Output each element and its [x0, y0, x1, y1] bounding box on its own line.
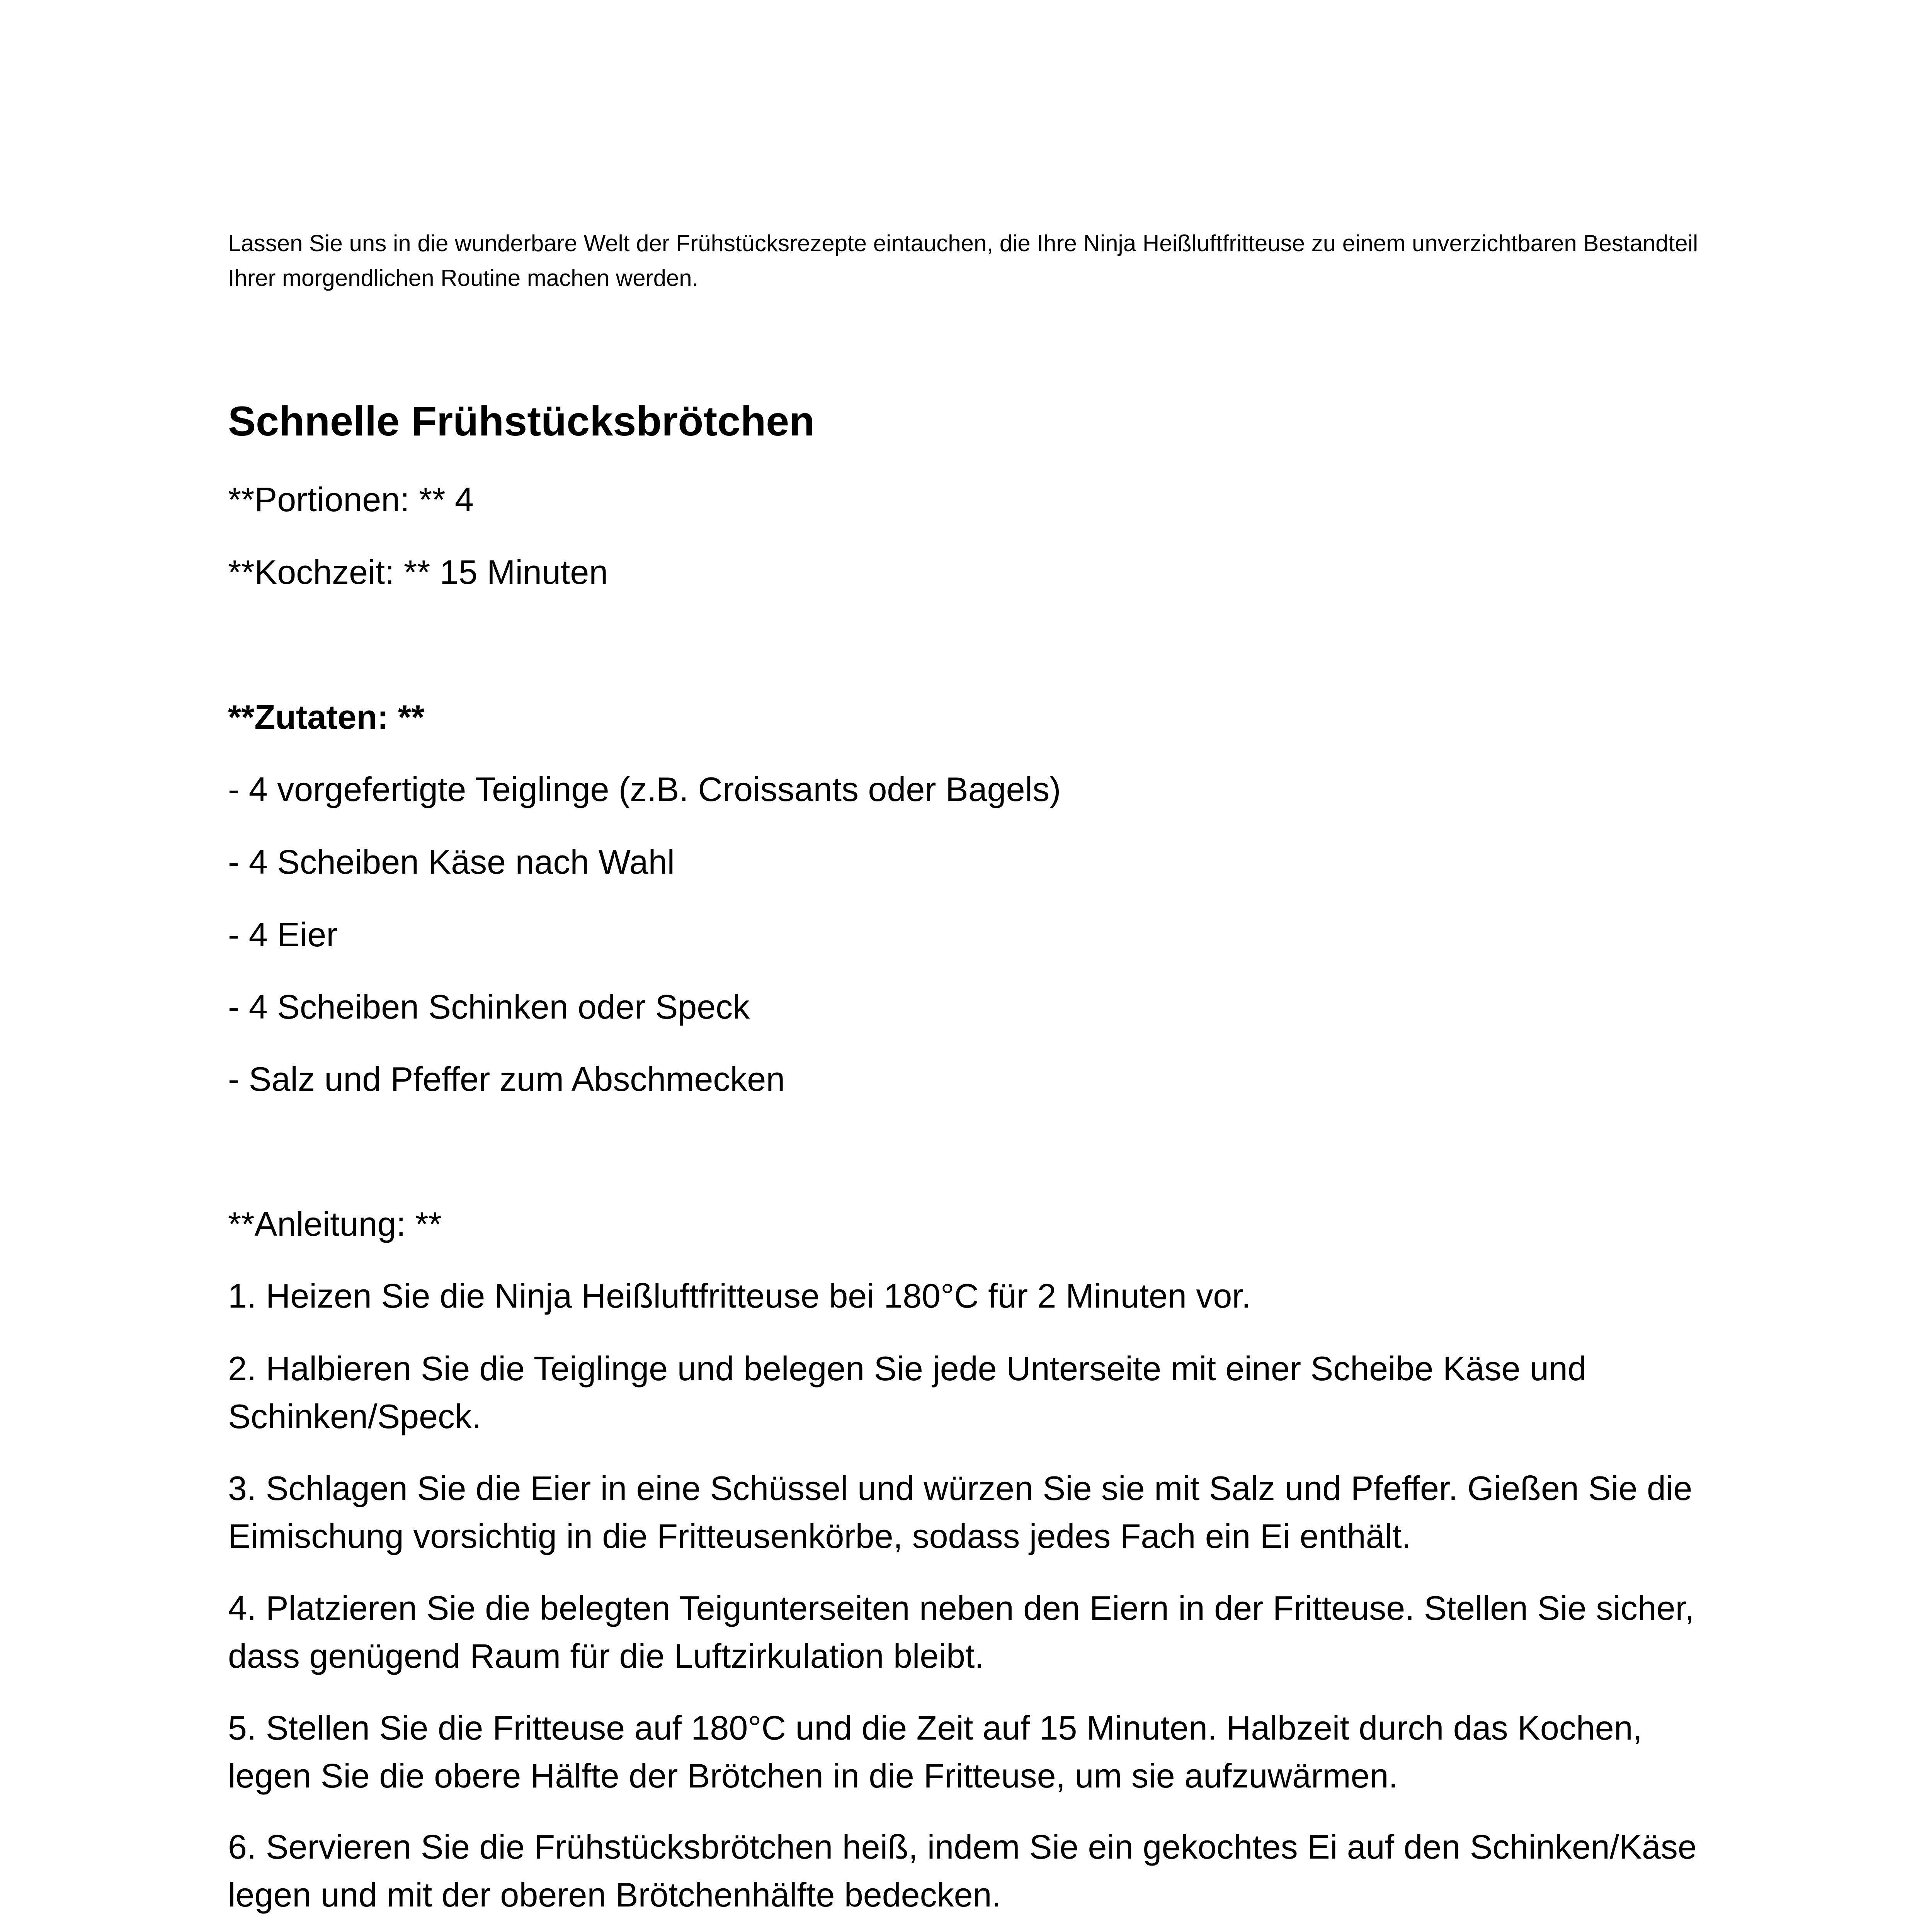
recipe-title: Schnelle Frühstücksbrötchen	[228, 398, 815, 444]
instruction-step: 4. Platzieren Sie die belegten Teigunterseiten neben den Eiern in der Fritteuse. Stellen Sie sicher, dass genügend Raum für die Luftzirkulation bleibt.	[228, 1589, 1694, 1675]
ingredient-item: - Salz und Pfeffer zum Abschmecken	[228, 1060, 785, 1098]
instruction-step: 6. Servieren Sie die Frühstücksbrötchen heiß, indem Sie ein gekochtes Ei auf den Schinken/Käse legen und mit der oberen Brötchenhälfte bedecken.	[228, 1828, 1697, 1914]
instructions-heading: **Anleitung: **	[228, 1205, 442, 1243]
instruction-step: 5. Stellen Sie die Fritteuse auf 180°C und die Zeit auf 15 Minuten. Halbzeit durch das Kochen, legen Sie die obere Hälfte der Brötchen in die Fritteuse, um sie aufzuwärmen.	[228, 1709, 1643, 1795]
instruction-step: 3. Schlagen Sie die Eier in eine Schüssel und würzen Sie sie mit Salz und Pfeffer. Gießen Sie die Eimischung vorsichtig in die Fritteusenkörbe, sodass jedes Fach ein Ei enthält.	[228, 1469, 1692, 1555]
ingredients-heading: **Zutaten: **	[228, 698, 425, 736]
ingredient-item: - 4 Scheiben Käse nach Wahl	[228, 843, 675, 881]
intro-paragraph: Lassen Sie uns in die wunderbare Welt der Frühstücksrezepte eintauchen, die Ihre Ninja Heißluftfritteuse zu einem unverzichtbaren Bestandteil Ihrer morgendlichen Routine machen werden.	[228, 230, 1698, 291]
ingredient-item: - 4 Scheiben Schinken oder Speck	[228, 988, 750, 1026]
cook-time-line: **Kochzeit: ** 15 Minuten	[228, 553, 608, 591]
servings-line: **Portionen: ** 4	[228, 480, 474, 519]
instruction-step: 2. Halbieren Sie die Teiglinge und belegen Sie jede Unterseite mit einer Scheibe Käse und Schinken/Speck.	[228, 1349, 1587, 1435]
instruction-step: 1. Heizen Sie die Ninja Heißluftfritteuse bei 180°C für 2 Minuten vor.	[228, 1277, 1251, 1315]
ingredient-item: - 4 vorgefertigte Teiglinge (z.B. Croissants oder Bagels)	[228, 770, 1061, 808]
ingredient-item: - 4 Eier	[228, 915, 338, 954]
